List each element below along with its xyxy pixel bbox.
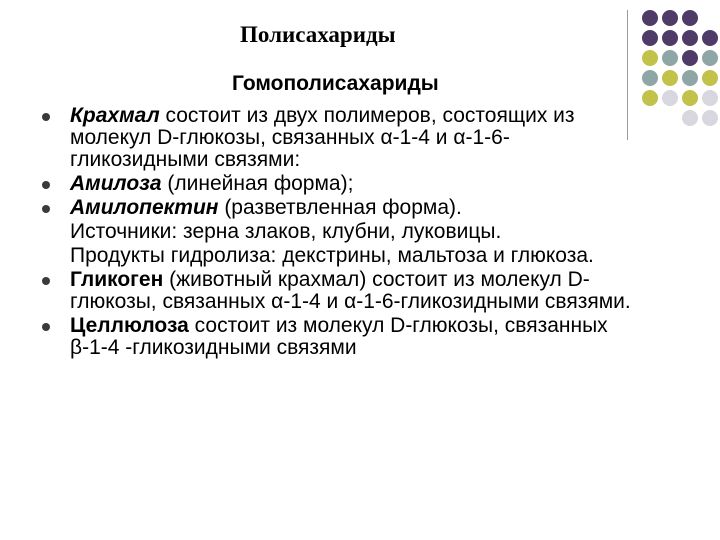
dot: [662, 90, 678, 106]
dot: [662, 70, 678, 86]
list-item: [42, 173, 642, 195]
item-text: (животный крахмал) состоит из молекул D-глюкозы, связанных α-1-4 и α-1-6-гликозидными связями.: [70, 268, 631, 313]
list-item: [42, 105, 642, 171]
dot: [682, 90, 698, 106]
term-amylose: Амилоза: [70, 172, 162, 195]
slide-subtitle: Гомополисахариды: [232, 72, 439, 95]
sources-text: Источники: зерна злаков, клубни, луковицы.: [70, 220, 502, 243]
bullet-icon: [42, 113, 50, 121]
dot: [642, 30, 658, 46]
slide-title: Полисахариды: [240, 22, 396, 47]
decorative-dot-grid: [638, 8, 720, 128]
plain-paragraph: [42, 221, 642, 243]
item-text: (разветвленная форма).: [218, 196, 462, 219]
dot: [682, 30, 698, 46]
dot: [702, 70, 718, 86]
item-text: состоит из молекул D-глюкозы, связанных β-1-4 -гликозидными связями: [70, 314, 608, 359]
dot: [702, 50, 718, 66]
list-item: [42, 197, 642, 219]
dot: [702, 110, 718, 126]
term-starch: Крахмал: [70, 104, 160, 127]
plain-paragraph: [42, 245, 642, 267]
bullet-icon: [42, 181, 50, 189]
bullet-icon: [42, 323, 50, 331]
list-item: [42, 269, 642, 313]
item-text: состоит из двух полимеров, состоящих из молекул D-глюкозы, связанных α-1-4 и α-1-6-гликозидными связями:: [70, 104, 575, 171]
dot: [662, 30, 678, 46]
dot: [642, 70, 658, 86]
dot: [682, 10, 698, 26]
term-cellulose: Целлюлоза: [70, 314, 189, 337]
bullet-icon: [42, 205, 50, 213]
term-glycogen: Гликоген: [70, 268, 164, 291]
dot: [662, 10, 678, 26]
dot: [642, 10, 658, 26]
dot: [702, 90, 718, 106]
hydrolysis-text: Продукты гидролиза: декстрины, мальтоза и глюкоза.: [70, 244, 594, 267]
dot: [702, 30, 718, 46]
dot: [662, 50, 678, 66]
dot: [682, 50, 698, 66]
dot: [682, 70, 698, 86]
term-amylopectin: Амилопектин: [70, 196, 219, 219]
bullet-list: [42, 105, 642, 361]
dot: [642, 90, 658, 106]
dot: [682, 110, 698, 126]
item-text: (линейная форма);: [161, 172, 354, 195]
list-item: [42, 315, 642, 359]
dot: [642, 50, 658, 66]
bullet-icon: [42, 277, 50, 285]
